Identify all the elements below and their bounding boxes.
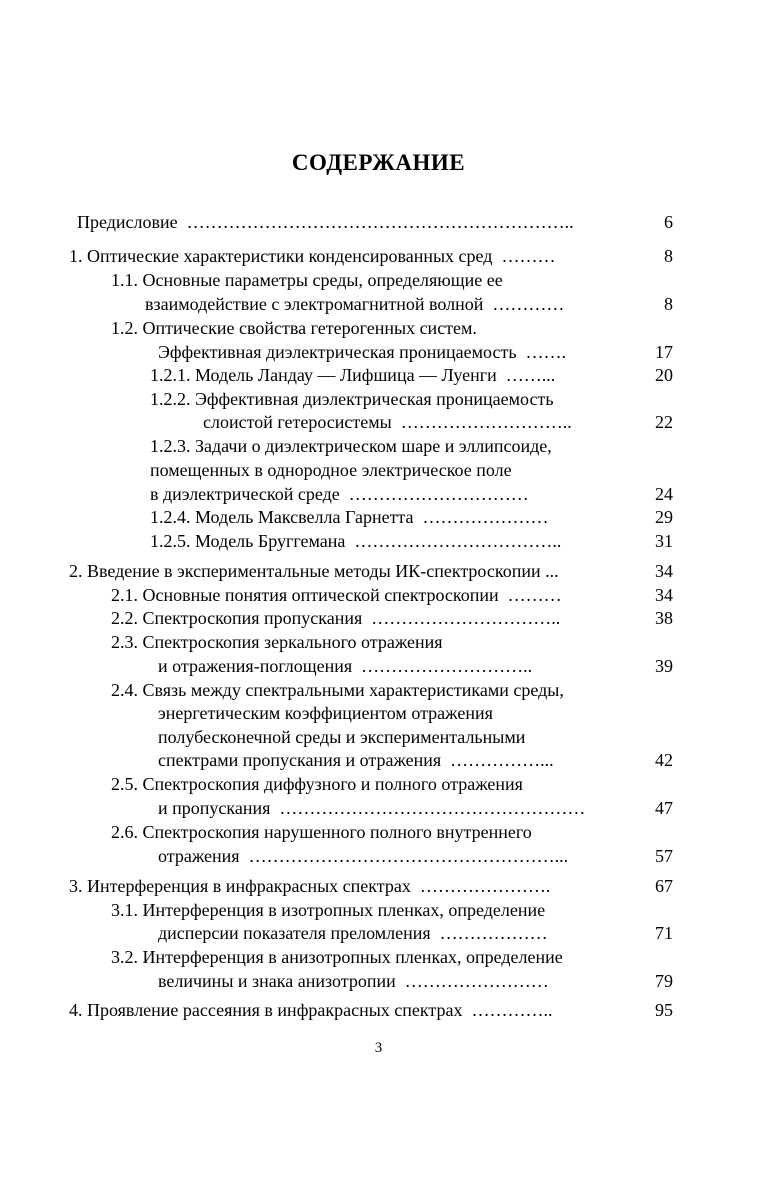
- toc-section-2-6: 2.6. Спектроскопия нарушенного полного внутреннего: [111, 822, 532, 842]
- toc-section-1-1-cont: взаимодействие с электромагнитной волной …………: [145, 294, 565, 314]
- page-number: 3: [374, 1040, 383, 1056]
- toc-chapter-1-page: 8: [664, 246, 673, 266]
- toc-section-1-2-1: 1.2.1. Модель Ландау — Лифшица — Луенги ……...: [150, 365, 556, 385]
- toc-section-1-2-5-page: 31: [655, 531, 673, 551]
- toc-section-1-2-3-cont2: в диэлектрической среде …………………………: [150, 484, 529, 504]
- toc-section-2-3: 2.3. Спектроскопия зеркального отражения: [111, 632, 443, 652]
- toc-chapter-3-page: 67: [655, 876, 673, 896]
- toc-section-1-2-3-cont1: помещенных в однородное электрическое поле: [150, 460, 512, 480]
- toc-section-1-2-1-page: 20: [655, 365, 673, 385]
- toc-section-2-5-cont: и пропускания ……………………………………………: [158, 798, 586, 818]
- toc-section-1-2-5: 1.2.5. Модель Бруггемана ……………………………..: [150, 531, 562, 551]
- toc-section-1-2-4: 1.2.4. Модель Максвелла Гарнетта …………………: [150, 507, 549, 527]
- toc-section-2-1: 2.1. Основные понятия оптической спектроскопии ………: [111, 585, 562, 605]
- toc-chapter-4-page: 95: [655, 1000, 673, 1020]
- toc-section-1-1: 1.1. Основные параметры среды, определяющие ее: [111, 270, 503, 290]
- toc-section-2-6-cont: отражения ……………………………………………...: [158, 846, 569, 866]
- toc-section-3-1-page: 71: [655, 923, 673, 943]
- toc-section-1-2-4-page: 29: [655, 507, 673, 527]
- toc-section-2-4-cont1: энергетическим коэффициентом отражения: [158, 703, 493, 723]
- toc-section-3-2-cont: величины и знака анизотропии ……………………: [158, 971, 549, 991]
- toc-chapter-1: 1. Оптические характеристики конденсированных сред ………: [69, 246, 556, 266]
- toc-section-3-1: 3.1. Интерференция в изотропных пленках, определение: [111, 900, 546, 920]
- toc-preface: Предисловие ………………………………………………………..: [77, 212, 574, 232]
- toc-section-2-5: 2.5. Спектроскопия диффузного и полного отражения: [111, 774, 523, 794]
- toc-section-2-1-page: 34: [655, 585, 673, 605]
- toc-section-1-2-2-cont: слоистой гетеросистемы ………………………..: [203, 412, 572, 432]
- page-title: СОДЕРЖАНИЕ: [291, 150, 466, 175]
- toc-section-2-4-cont3: спектрами пропускания и отражения ……………...: [158, 750, 554, 770]
- toc-section-2-4-cont2: полубесконечной среды и экспериментальными: [158, 727, 526, 747]
- toc-chapter-2: 2. Введение в экспериментальные методы ИК-спектроскопии ...: [69, 561, 559, 581]
- toc-section-1-2: 1.2. Оптические свойства гетерогенных систем.: [111, 318, 477, 338]
- toc-section-2-3-cont: и отражения-поглощения ………………………..: [158, 656, 533, 676]
- toc-section-1-2-cont: Эффективная диэлектрическая проницаемость …….: [158, 342, 567, 362]
- toc-section-3-1-cont: дисперсии показателя преломления ………………: [158, 923, 548, 943]
- toc-section-1-1-page: 8: [664, 294, 673, 314]
- toc-section-2-6-page: 57: [655, 846, 673, 866]
- toc-section-2-2: 2.2. Спектроскопия пропускания …………………………..: [111, 608, 561, 628]
- toc-chapter-4: 4. Проявление рассеяния в инфракрасных спектрах …………..: [69, 1000, 553, 1020]
- toc-section-2-5-page: 47: [655, 798, 673, 818]
- toc-section-1-2-2: 1.2.2. Эффективная диэлектрическая проницаемость: [150, 389, 554, 409]
- toc-section-1-2-3-page: 24: [655, 484, 673, 504]
- toc-chapter-3: 3. Интерференция в инфракрасных спектрах ………………….: [69, 876, 551, 896]
- toc-section-2-4-page: 42: [655, 750, 673, 770]
- toc-section-2-3-page: 39: [655, 656, 673, 676]
- toc-section-1-2-3: 1.2.3. Задачи о диэлектрическом шаре и эллипсоиде,: [150, 436, 552, 456]
- toc-chapter-2-page: 34: [655, 561, 673, 581]
- toc-section-2-2-page: 38: [655, 608, 673, 628]
- toc-section-3-2: 3.2. Интерференция в анизотропных пленках, определение: [111, 947, 563, 967]
- toc-section-3-2-page: 79: [655, 971, 673, 991]
- toc-preface-page: 6: [664, 212, 673, 232]
- toc-section-1-2-2-page: 22: [655, 412, 673, 432]
- toc-section-1-2-page: 17: [655, 342, 673, 362]
- toc-section-2-4: 2.4. Связь между спектральными характеристиками среды,: [111, 680, 564, 700]
